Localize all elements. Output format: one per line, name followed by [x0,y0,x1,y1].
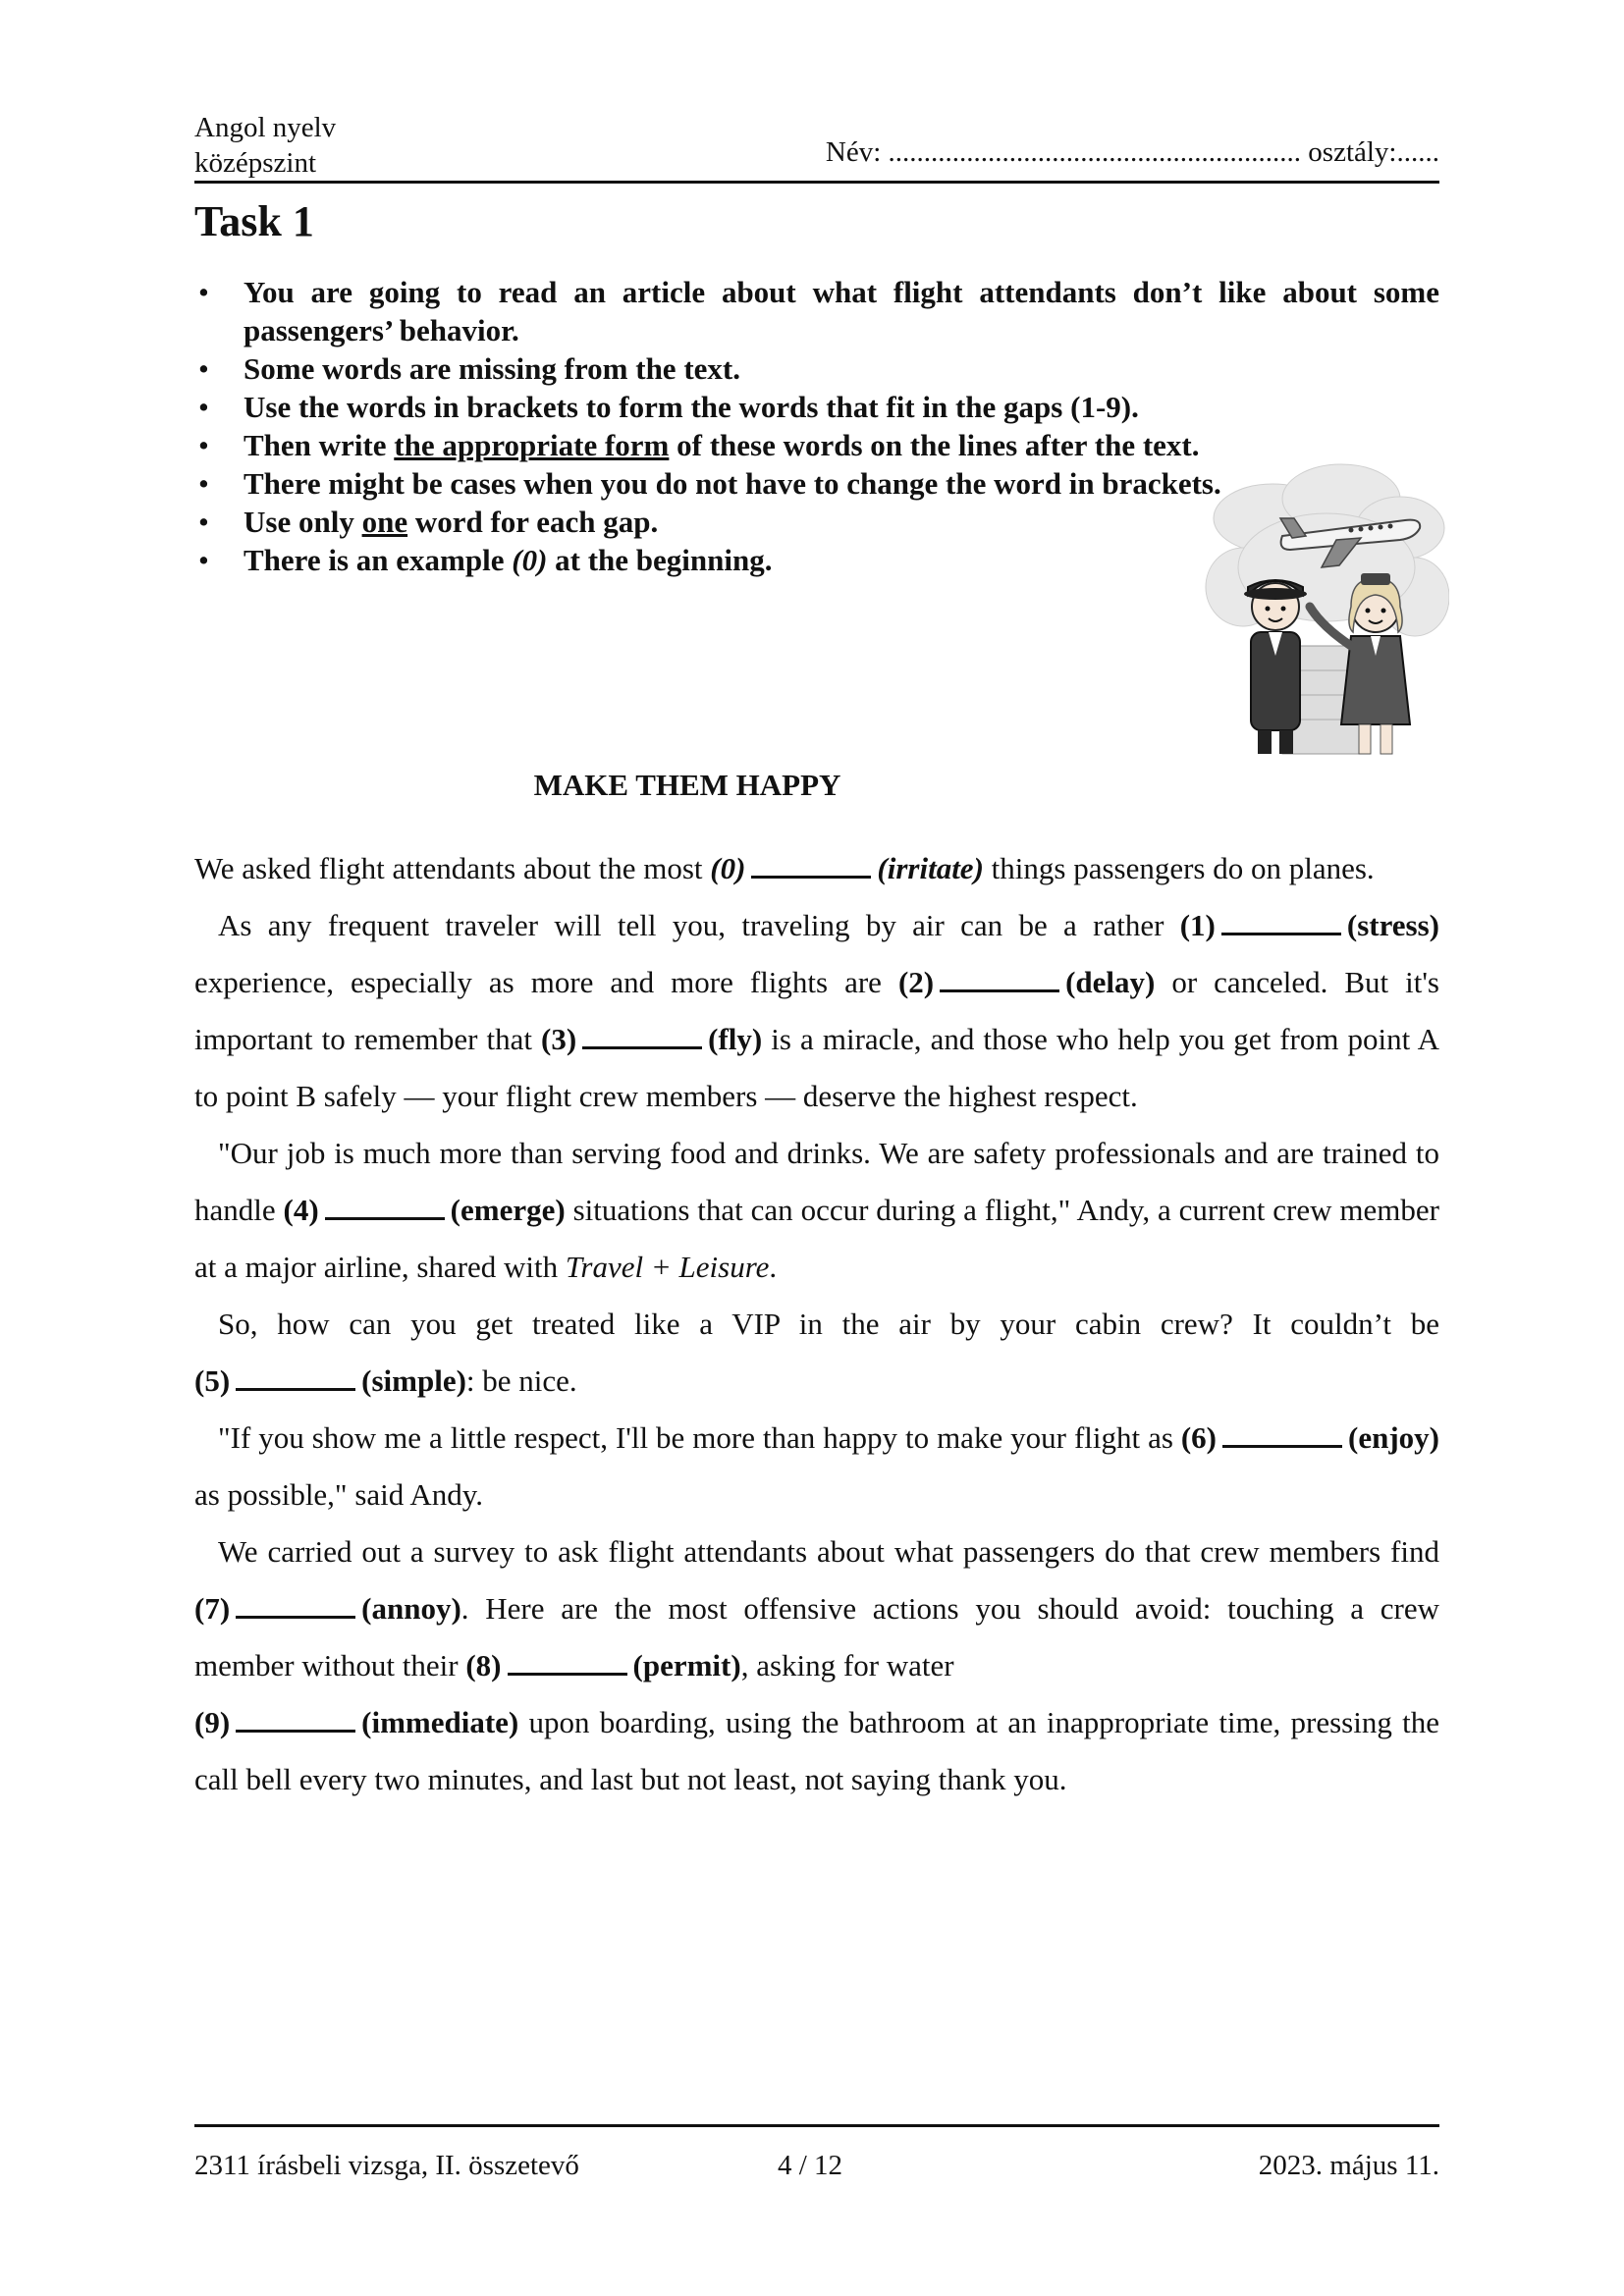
gap-3[interactable]: (3) (fly) [541,1022,763,1056]
article-paragraph: As any frequent traveler will tell you, traveling by air can be a rather (1) (stress) experience, especially as more and more flights are (2) (delay) or canceled. But it's important to remember that (3) (fly) is a miracle, and those who help you get from point A to point B safely — your flight crew members — deserve the highest respect. [194,908,1439,1113]
gap-1[interactable]: (1) (stress) [1179,908,1439,942]
pilot-and-flight-attendant-illustration [1204,459,1449,774]
article-title: MAKE THEM HAPPY [533,768,841,802]
header-divider [194,181,1439,184]
article-paragraph: We carried out a survey to ask flight attendants about what passengers do that crew members find (7) (annoy). Here are the most offensive actions you should avoid: touching a crew member without their (8) (permit), asking for water (9) (immediate) upon boarding, using the bathroom at an inappropriate time, pressing the call bell every two minutes, and last but not least, not saying thank you. [194,1534,1439,1796]
bullet-icon: • [198,428,209,462]
exam-code: 2311 írásbeli vizsga, II. összetevő [194,2150,579,2181]
bullet-icon: • [198,351,209,386]
gap-9[interactable]: (9) (immediate) [194,1705,519,1739]
article-body [194,840,1439,1808]
bullet-icon: • [198,505,209,539]
article-paragraph: "Our job is much more than serving food and drinks. We are safety professionals and are trained to handle (4) (emerge) situations that can occur during a flight," Andy, a current crew member at a major airline, shared with Travel + Leisure. [194,1136,1439,1284]
example-gap: (0) (irritate) [710,851,984,885]
instruction-item: • There might be cases when you do not have to change the word in brackets. [198,466,1221,501]
pilot-figure [1244,580,1307,754]
article-paragraph: So, how can you get treated like a VIP in the air by your cabin crew? It couldn’t be (5) (simple): be nice. [194,1307,1439,1398]
gap-6[interactable]: (6) (enjoy) [1180,1420,1439,1455]
gap-2[interactable]: (2) (delay) [897,965,1156,999]
instruction-item: • Use the words in brackets to form the words that fit in the gaps (1-9). [198,390,1139,424]
gap-5[interactable]: (5) (simple) [194,1363,466,1398]
name-class-field: Név: .......................................................... osztály:...... [825,136,1439,168]
bullet-icon: • [198,543,209,577]
subject-header [194,110,336,181]
article-paragraph: "If you show me a little respect, I'll be more than happy to make your flight as (6) (enjoy) as possible," said Andy. [194,1420,1439,1512]
gap-7[interactable]: (7) (annoy) [194,1591,461,1626]
subject-level: középszint [194,147,317,179]
exam-date: 2023. május 11. [1258,2150,1439,2181]
subject-name: Angol nyelv [194,112,337,143]
page-number: 4 / 12 [778,2150,843,2181]
gap-8[interactable]: (8) (permit) [465,1648,741,1682]
gap-4[interactable]: (4) (emerge) [283,1193,566,1227]
example-paragraph: We asked flight attendants about the most (0) (irritate) things passengers do on planes. [194,851,1375,885]
footer-divider [194,2124,1439,2127]
source-name: Travel + Leisure [565,1250,770,1284]
instruction-item: • You are going to read an article about what flight attendants don’t like about some passengers’ behavior. [198,275,1439,347]
instruction-item: • Then write the appropriate form of these words on the lines after the text. [198,428,1200,462]
instruction-item: • Use only one word for each gap. [198,505,659,539]
bullet-icon: • [198,466,209,501]
bullet-icon: • [198,390,209,424]
instruction-item: • There is an example (0) at the beginning. [198,543,773,577]
task-title: Task 1 [194,197,314,245]
bullet-icon: • [198,275,209,309]
instruction-item: • Some words are missing from the text. [198,351,740,386]
